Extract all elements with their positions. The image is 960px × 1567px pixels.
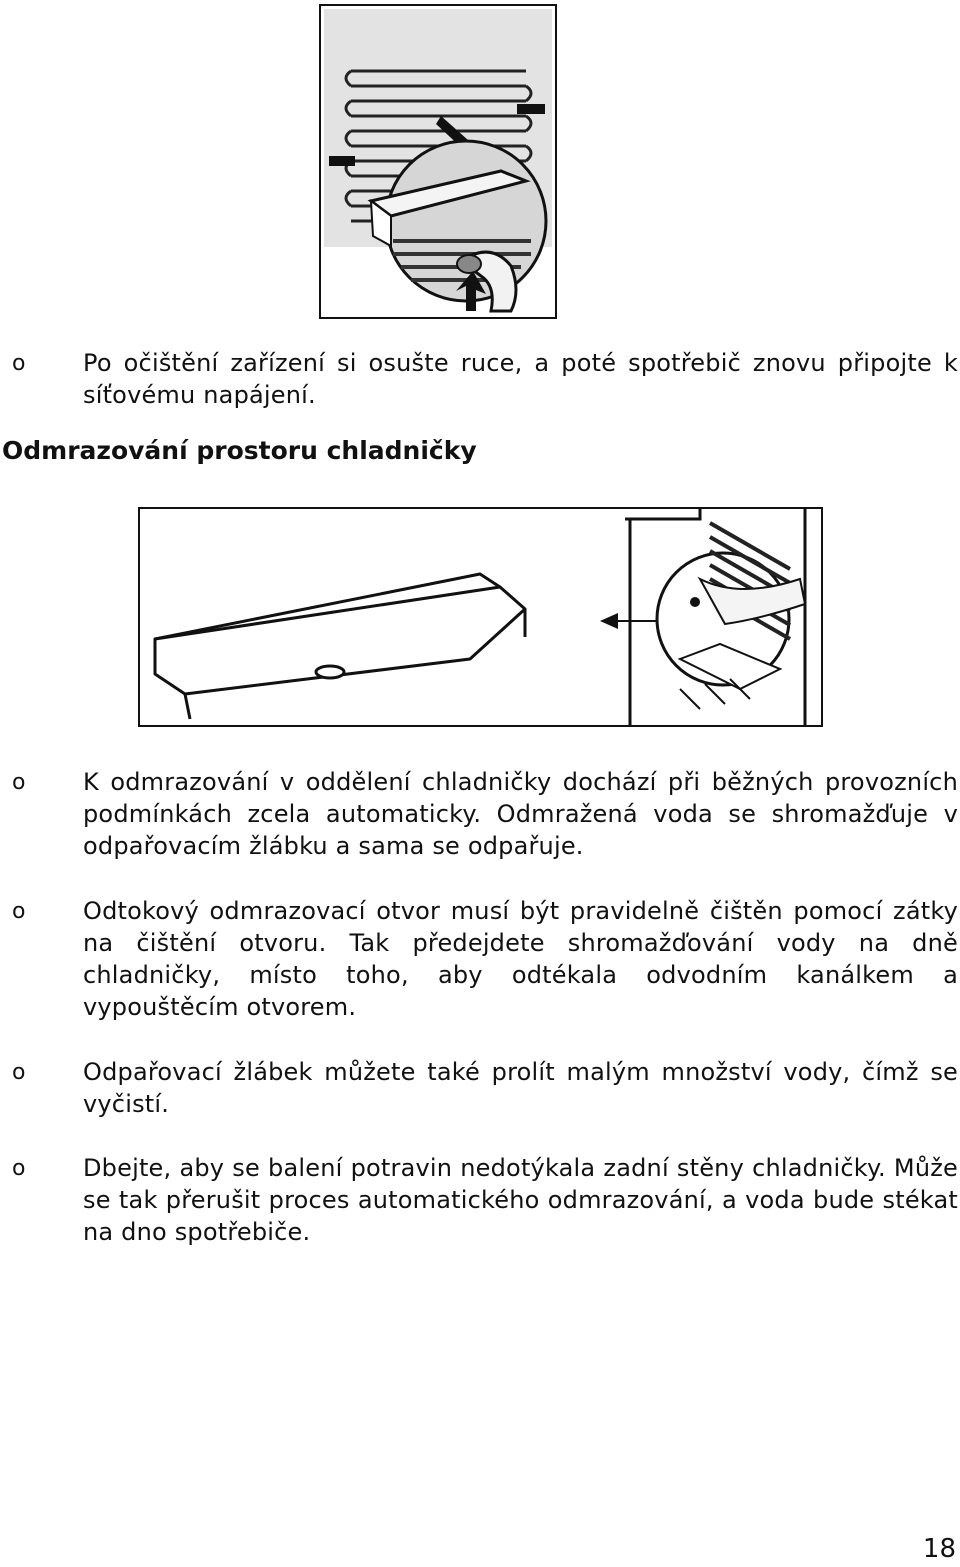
list-item-text: Odpařovací žlábek můžete také prolít malým množství vody, čímž se vyčistí. [83,1058,958,1118]
bullet-marker: o [12,351,26,376]
page-number: 18 [922,1534,956,1564]
figure-drain-channel [138,507,823,727]
bullet-marker: o [12,1156,26,1181]
list-item-text: Po očištění zařízení si osušte ruce, a poté spotřebič znovu připojte k síťovému napájení. [83,349,958,409]
evaporator-cleaning-illustration [321,6,555,317]
section-heading: Odmrazování prostoru chladničky [2,436,477,465]
list-item-text: Odtokový odmrazovací otvor musí být pravidelně čištěn pomocí zátky na čištění otvoru. Tak předejdete shromažďování vody na dně chladničky, místo toho, aby odtékala odvodním kanálkem a vypouštěcím otvorem. [83,897,958,1021]
list-item-text: Dbejte, aby se balení potravin nedotýkala zadní stěny chladničky. Může se tak přerušit proces automatického odmrazování, a voda bude stékat na dno spotřebiče. [83,1154,958,1246]
bullet-marker: o [12,770,26,795]
drain-channel-illustration [140,509,821,725]
figure-evaporator-cleaning [319,4,557,319]
bullet-marker: o [12,1060,26,1085]
bullet-marker: o [12,899,26,924]
list-item-text: K odmrazování v oddělení chladničky dochází při běžných provozních podmínkách zcela automaticky. Odmražená voda se shromažďuje v odpařovacím žlábku a sama se odpařuje. [83,768,958,860]
